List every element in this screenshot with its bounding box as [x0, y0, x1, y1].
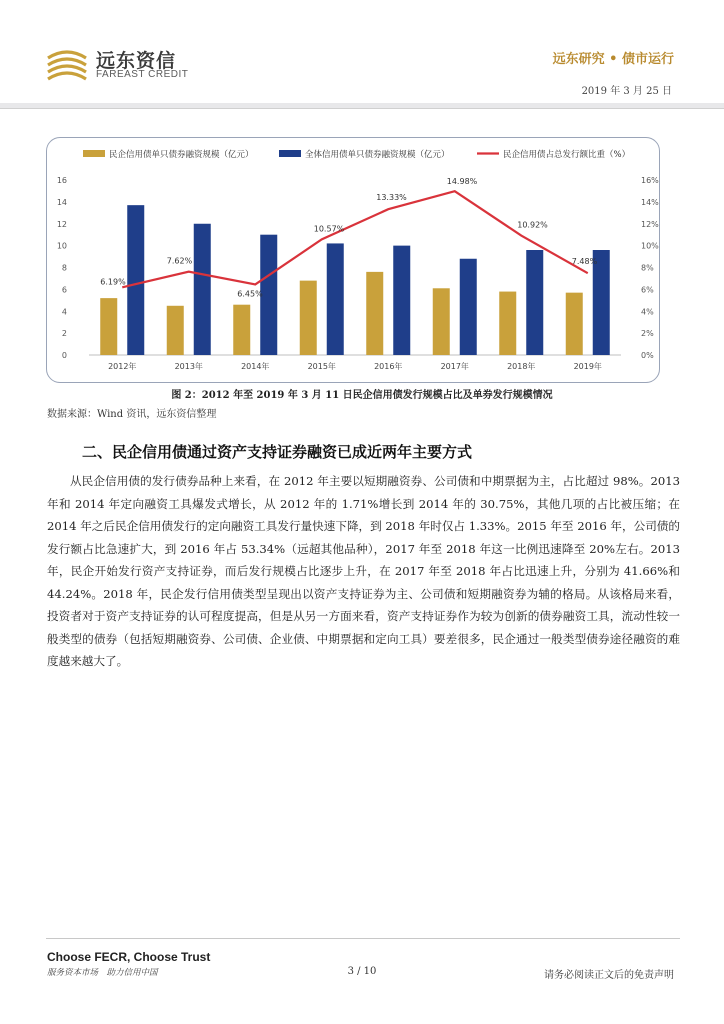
y-left-tick-label: 10	[56, 241, 67, 251]
bar-private-enterprise	[366, 272, 383, 355]
bar-private-enterprise	[433, 288, 450, 355]
x-tick-label: 2016年	[374, 362, 403, 371]
bar-all-credit	[460, 259, 477, 355]
chart-frame	[46, 137, 660, 383]
y-right-tick-label: 10%	[641, 241, 659, 251]
page-header	[0, 0, 724, 108]
legend-label: 民企信用债占总发行额比重（%）	[503, 150, 631, 160]
logo-name-cn: 远东资信	[96, 50, 177, 72]
y-right-tick-label: 0%	[641, 351, 654, 360]
y-left-tick-label: 12	[56, 219, 67, 229]
x-tick-label: 2015年	[307, 362, 336, 371]
bar-private-enterprise	[566, 293, 583, 355]
x-tick-label: 2014年	[241, 362, 270, 371]
x-tick-label: 2012年	[108, 362, 137, 371]
y-left-tick-label: 2	[61, 329, 67, 339]
bar-private-enterprise	[499, 292, 516, 355]
line-data-label: 14.98%	[446, 177, 478, 187]
company-logo	[44, 44, 244, 84]
line-data-label: 10.57%	[313, 224, 345, 234]
y-right-tick-label: 2%	[641, 329, 654, 339]
figure-caption: 图 2：2012 年至 2019 年 3 月 11 日民企信用债发行规模占比及单券发行规模情况	[171, 390, 553, 401]
bar-all-credit	[260, 235, 277, 355]
page-number: 3 / 10	[347, 966, 377, 977]
line-data-label: 7.62%	[166, 256, 193, 266]
bar-private-enterprise	[167, 306, 184, 355]
bar-all-credit	[194, 224, 211, 355]
bar-private-enterprise	[300, 281, 317, 355]
line-data-label: 10.92%	[517, 220, 548, 230]
report-date: 2019 年 3 月 25 日	[581, 86, 672, 97]
footer-slogan: Choose FECR, Choose Trust	[47, 950, 211, 964]
bar-all-credit	[526, 250, 543, 355]
y-left-tick-label: 6	[61, 285, 67, 295]
y-right-tick-label: 8%	[641, 263, 654, 273]
line-data-label: 6.45%	[237, 289, 263, 299]
line-data-label: 13.33%	[376, 193, 407, 203]
legend-swatch	[83, 150, 105, 157]
y-left-tick-label: 0	[61, 351, 67, 360]
legend-swatch	[279, 150, 301, 157]
legend-label: 民企信用债单只债券融资规模（亿元）	[109, 150, 254, 160]
y-right-tick-label: 16%	[641, 176, 659, 185]
y-left-tick-label: 14	[56, 197, 67, 207]
header-divider-line	[0, 108, 724, 109]
report-series: 远东研究 • 债市运行	[552, 52, 674, 67]
section-heading: 二、民企信用债通过资产支持证券融资已成近两年主要方式	[82, 443, 473, 461]
y-left-tick-label: 16	[56, 176, 67, 185]
footer-divider	[46, 938, 680, 939]
line-private-share	[122, 191, 588, 287]
y-right-tick-label: 4%	[641, 307, 654, 317]
y-right-tick-label: 14%	[641, 197, 659, 207]
y-left-tick-label: 4	[61, 307, 67, 317]
x-tick-label: 2013年	[174, 362, 203, 371]
bar-all-credit	[327, 243, 344, 355]
bar-private-enterprise	[233, 305, 250, 355]
x-tick-label: 2018年	[507, 362, 536, 371]
logo-name-en: FAREAST CREDIT	[96, 69, 189, 80]
y-right-tick-label: 12%	[641, 219, 659, 229]
y-right-tick-label: 6%	[641, 285, 654, 295]
legend-label: 全体信用债单只债券融资规模（亿元）	[305, 150, 450, 160]
y-left-tick-label: 8	[61, 263, 67, 273]
line-data-label: 6.19%	[100, 277, 126, 287]
disclaimer-note: 请务必阅读正文后的免责声明	[544, 970, 674, 981]
x-tick-label: 2017年	[440, 362, 469, 371]
bar-private-enterprise	[100, 298, 117, 355]
combo-chart	[47, 138, 659, 382]
bar-all-credit	[393, 246, 410, 355]
bar-all-credit	[127, 205, 144, 355]
footer-subslogan: 服务资本市场 助力信用中国	[47, 968, 158, 978]
data-source: 数据来源：Wind 资讯，远东资信整理	[47, 409, 217, 420]
line-data-label: 7.48%	[571, 257, 598, 267]
logo-mark-icon	[44, 44, 90, 84]
x-tick-label: 2019年	[573, 362, 602, 371]
body-paragraph: 从民企信用债的发行债券品种上来看，在 2012 年主要以短期融资券、公司债和中期票据为主，占比超过 98%。2013 年和 2014 年定向融资工具爆发式增长，从 2012 年的 1.71%增长到 2014 年的 30.75%，其他几项的占比被压缩；在 2014 年之后民企信用债发行的定向融资工具发行量快速下降，到 2018 年时仅占 1.33%。2015 年至 2016 年，公司债的发行额占比急速扩大，到 2016 年占 53.34%（远超其他品种），2017 年至 2018 年这一比例迅速降至 20%左右。2013 年，民企开始发行资产支持证券，而后发行规模占比逐步上升，在 2017 年至 2018 年占比迅速上升，分别为 41.66%和 44.24%。2018 年，民企发行信用债类型呈现出以资产支持证券为主、公司债和短期融资券为辅的格局。从该格局来看，投资者对于资产支持证券的认可程度提高，但是从另一方面来看，资产支持证券作为较为创新的债券融资工具，流动性较一般类型的债券（包括短期融资券、公司债、企业债、中期票据和定向工具）要差很多，民企通过一般类型债券途径融资的难度越来越大了。	[47, 474, 680, 668]
